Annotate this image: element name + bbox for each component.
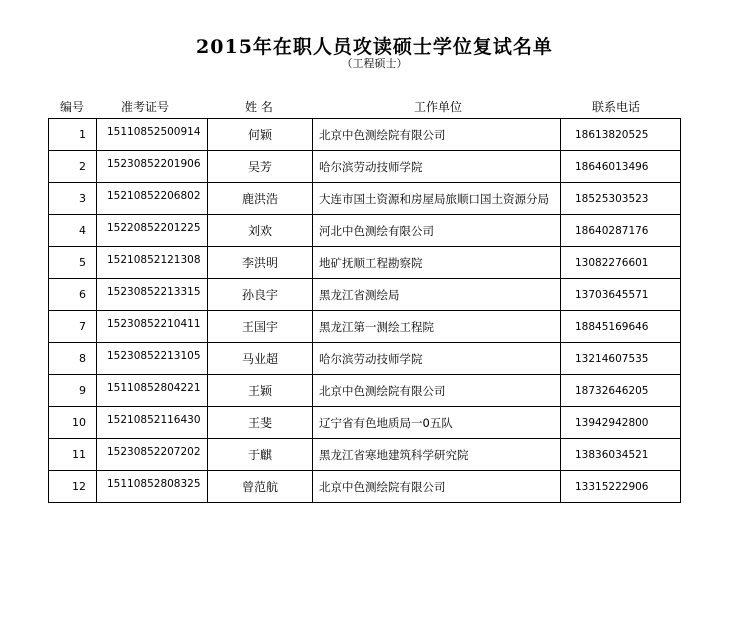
table-row xyxy=(49,151,681,183)
phone-number: 13942942800 xyxy=(561,407,681,439)
work-unit: 北京中色测绘院有限公司 xyxy=(313,375,561,407)
table-row xyxy=(49,375,681,407)
row-number: 1 xyxy=(49,119,97,151)
exam-id: 15230852207202 xyxy=(97,439,208,471)
row-number: 2 xyxy=(49,151,97,183)
row-number: 4 xyxy=(49,215,97,247)
row-number: 11 xyxy=(49,439,97,471)
row-number: 7 xyxy=(49,311,97,343)
row-number: 6 xyxy=(49,279,97,311)
work-unit: 黑龙江省测绘局 xyxy=(313,279,561,311)
exam-id: 15210852206802 xyxy=(97,183,208,215)
work-unit: 哈尔滨劳动技师学院 xyxy=(313,151,561,183)
phone-number: 18613820525 xyxy=(561,119,681,151)
exam-id: 15110852808325 xyxy=(97,471,208,503)
row-number: 10 xyxy=(49,407,97,439)
candidate-name: 李洪明 xyxy=(208,247,313,279)
work-unit: 黑龙江第一测绘工程院 xyxy=(313,311,561,343)
candidate-name: 何颖 xyxy=(208,119,313,151)
candidate-name: 曾范航 xyxy=(208,471,313,503)
candidate-name: 王国宇 xyxy=(208,311,313,343)
work-unit: 河北中色测绘有限公司 xyxy=(313,215,561,247)
candidate-name: 王颖 xyxy=(208,375,313,407)
exam-id: 15230852213105 xyxy=(97,343,208,375)
row-number: 5 xyxy=(49,247,97,279)
candidate-name: 马业超 xyxy=(208,343,313,375)
table-row xyxy=(49,119,681,151)
candidate-table xyxy=(48,118,681,503)
phone-number: 13703645571 xyxy=(561,279,681,311)
work-unit: 哈尔滨劳动技师学院 xyxy=(313,343,561,375)
phone-number: 13082276601 xyxy=(561,247,681,279)
header-phone: 联系电话 xyxy=(592,100,641,114)
candidate-name: 刘欢 xyxy=(208,215,313,247)
candidate-name: 鹿洪浩 xyxy=(208,183,313,215)
phone-number: 18646013496 xyxy=(561,151,681,183)
exam-id: 15230852213315 xyxy=(97,279,208,311)
row-number: 8 xyxy=(49,343,97,375)
header-name: 姓 名 xyxy=(245,100,273,114)
exam-id: 15230852210411 xyxy=(97,311,208,343)
exam-id: 15110852500914 xyxy=(97,119,208,151)
table-row xyxy=(49,183,681,215)
work-unit: 地矿抚顺工程勘察院 xyxy=(313,247,561,279)
table-row xyxy=(49,279,681,311)
exam-id: 15220852201225 xyxy=(97,215,208,247)
work-unit: 北京中色测绘院有限公司 xyxy=(313,471,561,503)
header-work-unit: 工作单位 xyxy=(414,100,463,114)
candidate-name: 吴芳 xyxy=(208,151,313,183)
row-number: 9 xyxy=(49,375,97,407)
document-title: 2015年在职人员攻读硕士学位复试名单 xyxy=(196,36,553,58)
table-row xyxy=(49,215,681,247)
header-exam-id: 准考证号 xyxy=(121,100,170,114)
document-subtitle: （工程硕士） xyxy=(341,57,408,70)
table-row xyxy=(49,407,681,439)
table-row xyxy=(49,471,681,503)
candidate-name: 孙良宇 xyxy=(208,279,313,311)
table-row xyxy=(49,247,681,279)
row-number: 3 xyxy=(49,183,97,215)
table-row xyxy=(49,343,681,375)
candidate-name: 王斐 xyxy=(208,407,313,439)
work-unit: 辽宁省有色地质局一0五队 xyxy=(313,407,561,439)
work-unit: 黑龙江省寒地建筑科学研究院 xyxy=(313,439,561,471)
exam-id: 15230852201906 xyxy=(97,151,208,183)
phone-number: 18640287176 xyxy=(561,215,681,247)
work-unit: 北京中色测绘院有限公司 xyxy=(313,119,561,151)
table-row xyxy=(49,439,681,471)
phone-number: 18845169646 xyxy=(561,311,681,343)
exam-id: 15110852804221 xyxy=(97,375,208,407)
work-unit: 大连市国土资源和房屋局旅顺口国土资源分局 xyxy=(313,183,561,215)
phone-number: 18525303523 xyxy=(561,183,681,215)
exam-id: 15210852121308 xyxy=(97,247,208,279)
table-row xyxy=(49,311,681,343)
phone-number: 13315222906 xyxy=(561,471,681,503)
phone-number: 13214607535 xyxy=(561,343,681,375)
phone-number: 13836034521 xyxy=(561,439,681,471)
exam-id: 15210852116430 xyxy=(97,407,208,439)
row-number: 12 xyxy=(49,471,97,503)
phone-number: 18732646205 xyxy=(561,375,681,407)
candidate-name: 于麒 xyxy=(208,439,313,471)
header-number: 编号 xyxy=(60,100,85,114)
